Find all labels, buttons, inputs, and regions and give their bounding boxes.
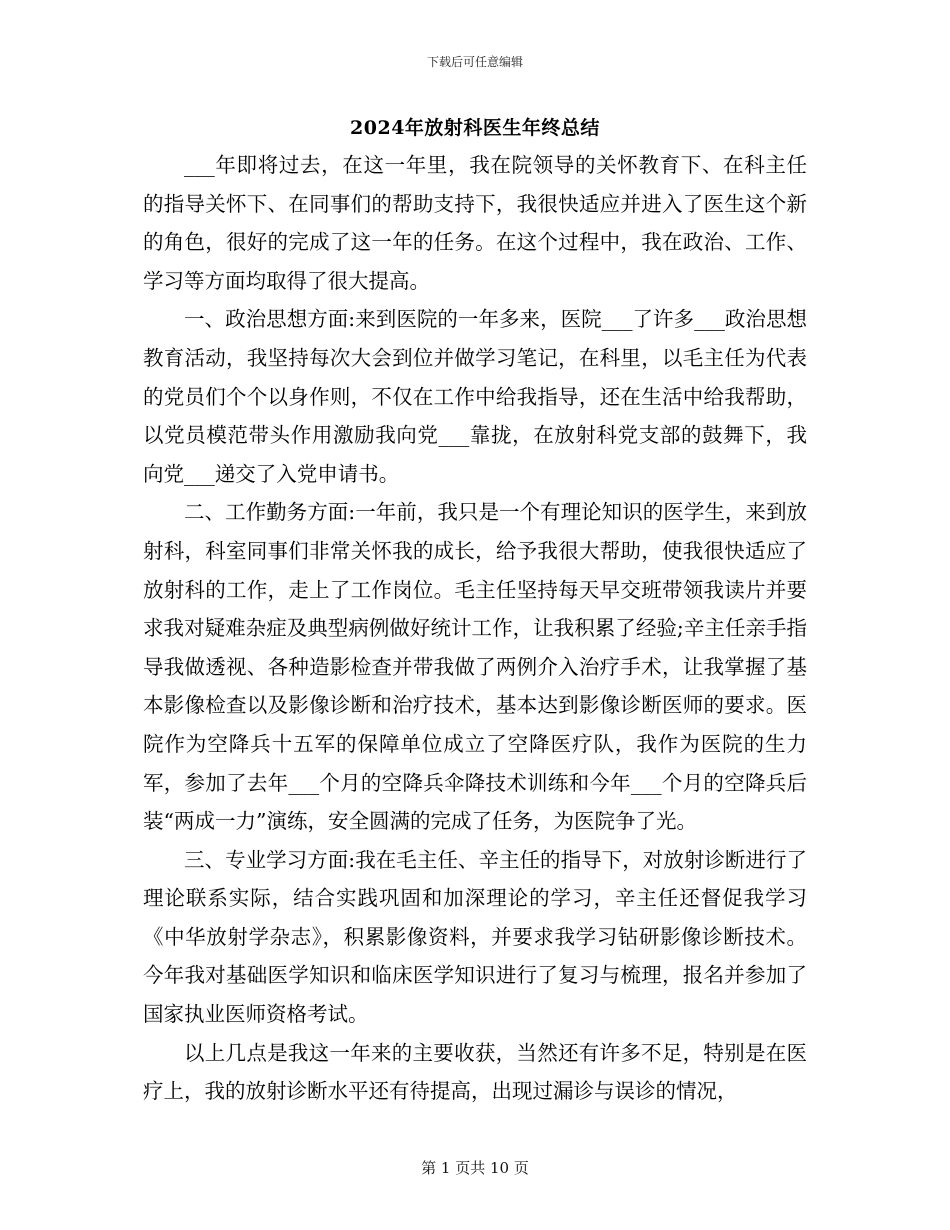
paragraph-study: 三、专业学习方面:我在毛主任、辛主任的指导下，对放射诊断进行了理论联系实际，结合实践巩固和加深理论的学习，辛主任还督促我学习《中华放射学杂志》，积累影像资料，并要求我学习钻研影像诊断技术。今年我对基础医学知识和临床医学知识进行了复习与梳理，报名并参加了国家执业医师资格考试。	[143, 847, 807, 1027]
paragraph-intro: ___年即将过去，在这一年里，我在院领导的关怀教育下、在科主任的指导关怀下、在同事们的帮助支持下，我很快适应并进入了医生这个新的角色，很好的完成了这一年的任务。在这个过程中，我在政治、工作、学习等方面均取得了很大提高。	[143, 153, 807, 293]
page-header-note: 下载后可任意编辑	[426, 55, 523, 69]
paragraph-summary: 以上几点是我这一年来的主要收获，当然还有许多不足，特别是在医疗上，我的放射诊断水平还有待提高，出现过漏诊与误诊的情况，	[143, 1040, 807, 1104]
page-number: 第 1 页共 10 页	[421, 1159, 529, 1177]
document-body	[143, 146, 807, 1111]
document-title: 2024年放射科医生年终总结	[350, 117, 600, 139]
paragraph-political: 一、政治思想方面:来到医院的一年多来，医院___了许多___政治思想教育活动，我坚持每次大会到位并做学习笔记，在科里，以毛主任为代表的党员们个个以身作则，不仅在工作中给我指导，还在生活中给我帮助，以党员模范带头作用激励我向党___靠拢，在放射科党支部的鼓舞下，我向党___递交了入党申请书。	[143, 307, 807, 486]
paragraph-work: 二、工作勤务方面:一年前，我只是一个有理论知识的医学生，来到放射科，科室同事们非常关怀我的成长，给予我很大帮助，使我很快适应了放射科的工作，走上了工作岗位。毛主任坚持每天早交班带领我读片并要求我对疑难杂症及典型病例做好统计工作，让我积累了经验;辛主任亲手指导我做透视、各种造影检查并带我做了两例介入治疗手术，让我掌握了基本影像检查以及影像诊断和治疗技术，基本达到影像诊断医师的要求。医院作为空降兵十五军的保障单位成立了空降医疗队，我作为医院的生力军，参加了去年___个月的空降兵伞降技术训练和今年___个月的空降兵后装“两成一力”演练，安全圆满的完成了任务，为医院争了光。	[143, 500, 807, 834]
